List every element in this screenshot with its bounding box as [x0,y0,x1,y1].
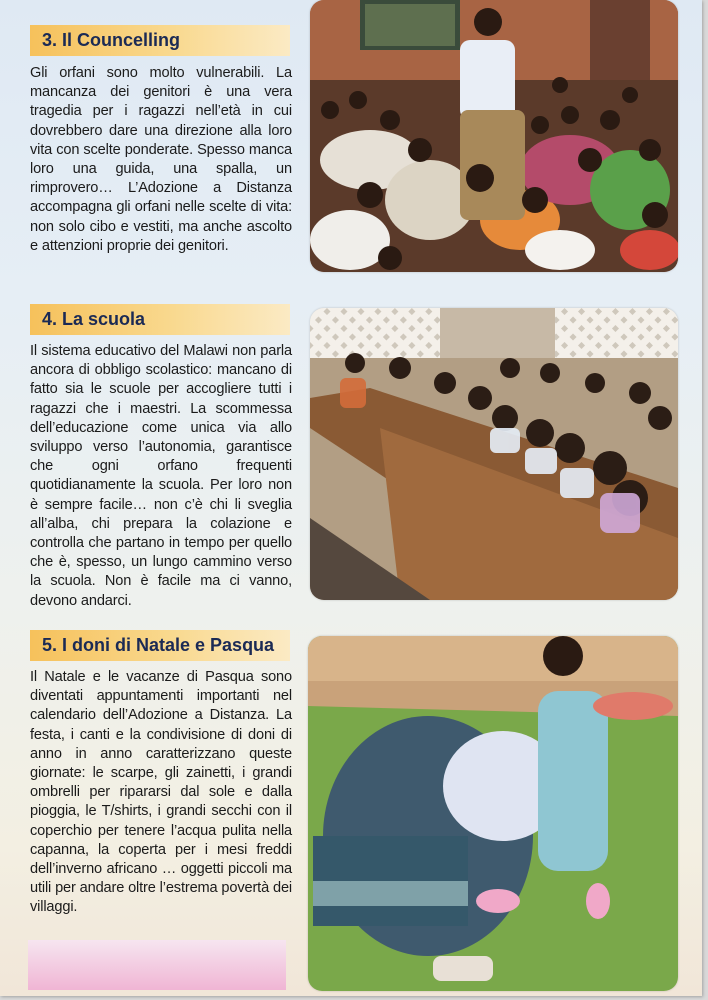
decorative-pink-bar [28,940,286,990]
photo-classroom [310,308,678,600]
section-title: 3. Il Councelling [42,30,181,50]
section-heading-councelling [30,25,290,56]
photo-counselling-group [310,0,678,272]
section-paragraph: Il Natale e le vacanze di Pasqua sono diventati appuntamenti importanti nel calendario dell’Adozione a Distanza. La festa, i canti e la condivisione di doni di anno in anno caratterizzano queste giornate: le scarpe, gli zainetti, i grandi ombrelli per ripararsi dal sole e dalla pioggia, le T/shirts, i grandi secchi con il coperchio per tenere l’acqua pulita nella capanna, la coperta per i mesi freddi dell’inverno africano … oggetti piccoli ma utili per andare oltre l’estrema povertà dei villaggi. [30,669,292,916]
section-paragraph: Gli orfani sono molto vulnerabili. La mancanza dei genitori è una vera tragedia per i ragazzi nell’età in cui dovrebbero dare una direzione alla loro vita con scelte ponderate. Spesso manca loro una guida, una spalla, un rimprovero… L’Adozione a Distanza accompagna gli orfani nelle scelte di vita: non solo cibo e vestiti, ma anche ascolto e attenzioni proprie dei genitori. [30,65,292,254]
section-paragraph: Il sistema educativo del Malawi non parla ancora di obbligo scolastico: mancano di fatto sia le scuole per accogliere tutti i ragazzi che i maestri. La scommessa dell’educazione come unica via allo sviluppo verso l’autonomia, garantisce che ogni orfano frequenti quotidianamente la scuola. Per loro non è sempre facile… non c’è chi li sveglia all’alba, chi prepara la colazione e controlla che partano in tempo per quello che è, spesso, un lungo cammino verso la scuola. Non è facile ma ci vanno, devono andarci. [30,343,292,609]
gifts-photo-illustration [308,636,678,991]
section-heading-scuola [30,304,290,335]
section-heading-doni [30,630,290,661]
classroom-photo-illustration [310,308,678,600]
section-title: 4. La scuola [42,309,146,329]
counselling-photo-illustration [310,0,678,272]
photo-gifts [308,636,678,991]
section-text-scuola [30,342,292,611]
section-text-councelling [30,64,292,256]
section-text-doni [30,668,292,918]
section-title: 5. I doni di Natale e Pasqua [42,635,275,655]
